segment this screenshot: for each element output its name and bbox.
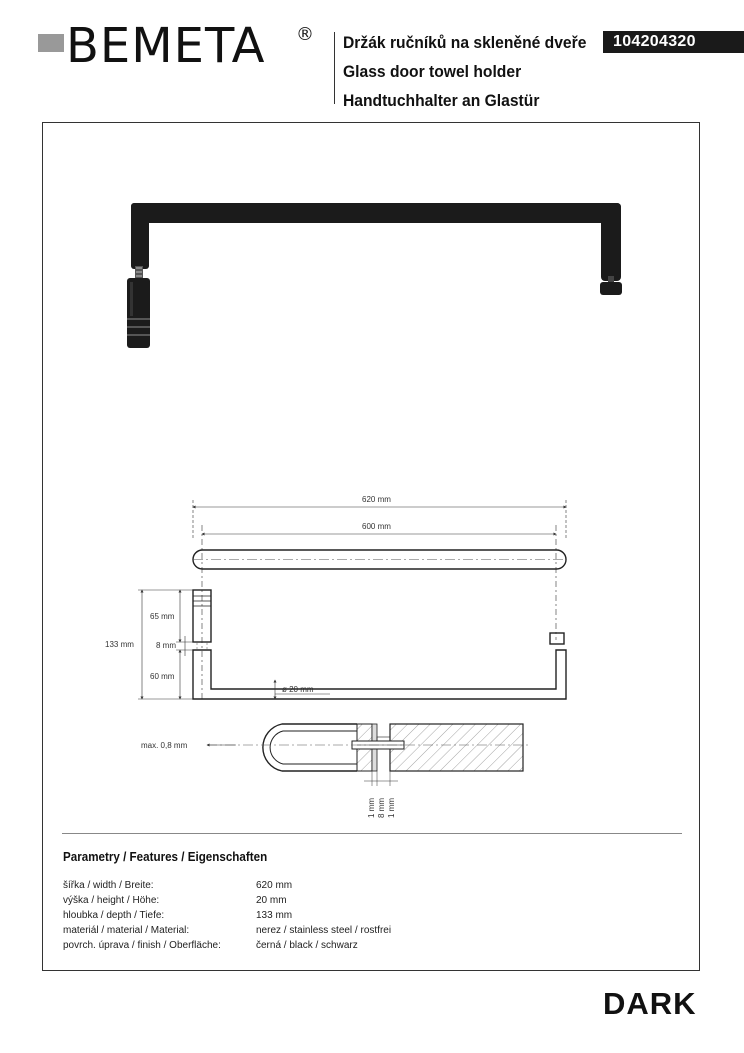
towel-bar-image	[127, 203, 622, 348]
spec-row-width	[63, 880, 683, 895]
spec-label: šířka / width / Breite:	[63, 880, 154, 891]
product-photo	[0, 0, 744, 500]
finish-label: DARK	[603, 986, 697, 1021]
spec-value: 620 mm	[256, 880, 293, 891]
spec-label: výška / height / Höhe:	[63, 895, 160, 906]
spec-table	[63, 880, 683, 955]
spec-value: nerez / stainless steel / rostfrei	[256, 925, 392, 936]
dim-133-label: 133 mm	[105, 640, 134, 649]
spec-value: 133 mm	[256, 910, 293, 921]
dim-60-label: 60 mm	[150, 672, 175, 681]
features-divider	[62, 833, 682, 834]
spec-label: hloubka / depth / Tiefe:	[63, 910, 165, 921]
spec-row-height	[63, 895, 683, 910]
spec-row-depth	[63, 910, 683, 925]
registered-mark: ®	[296, 24, 314, 45]
dim-8-label: 8 mm	[156, 641, 176, 650]
dim-600-label: 600 mm	[362, 522, 391, 531]
spec-row-material	[63, 925, 683, 940]
title-czech: Držák ručníků na skleněné dveře	[343, 33, 587, 52]
title-german: Handtuchhalter an Glastür	[343, 91, 540, 110]
spec-label: materiál / material / Material:	[63, 925, 190, 936]
dim-620-label: 620 mm	[362, 495, 391, 504]
dim-1mm-b-label: 1 mm	[387, 798, 396, 818]
dim-1mm-a-label: 1 mm	[367, 798, 376, 818]
brand-name: BEMETA	[66, 18, 266, 74]
spec-value: černá / black / schwarz	[256, 940, 358, 951]
spec-row-finish	[63, 940, 683, 955]
spec-label: povrch. úprava / finish / Oberfläche:	[63, 940, 221, 951]
features-title: Parametry / Features / Eigenschaften	[63, 850, 268, 864]
spec-value: 20 mm	[256, 895, 287, 906]
dim-glass-label: max. 0,8 mm	[141, 741, 188, 750]
dim-8mm-b-label: 8 mm	[377, 798, 386, 818]
dim-65-label: 65 mm	[150, 612, 175, 621]
title-english: Glass door towel holder	[343, 62, 522, 81]
dim-diameter-label: ø 20 mm	[282, 685, 314, 694]
product-code-badge: 104204320	[603, 31, 744, 53]
